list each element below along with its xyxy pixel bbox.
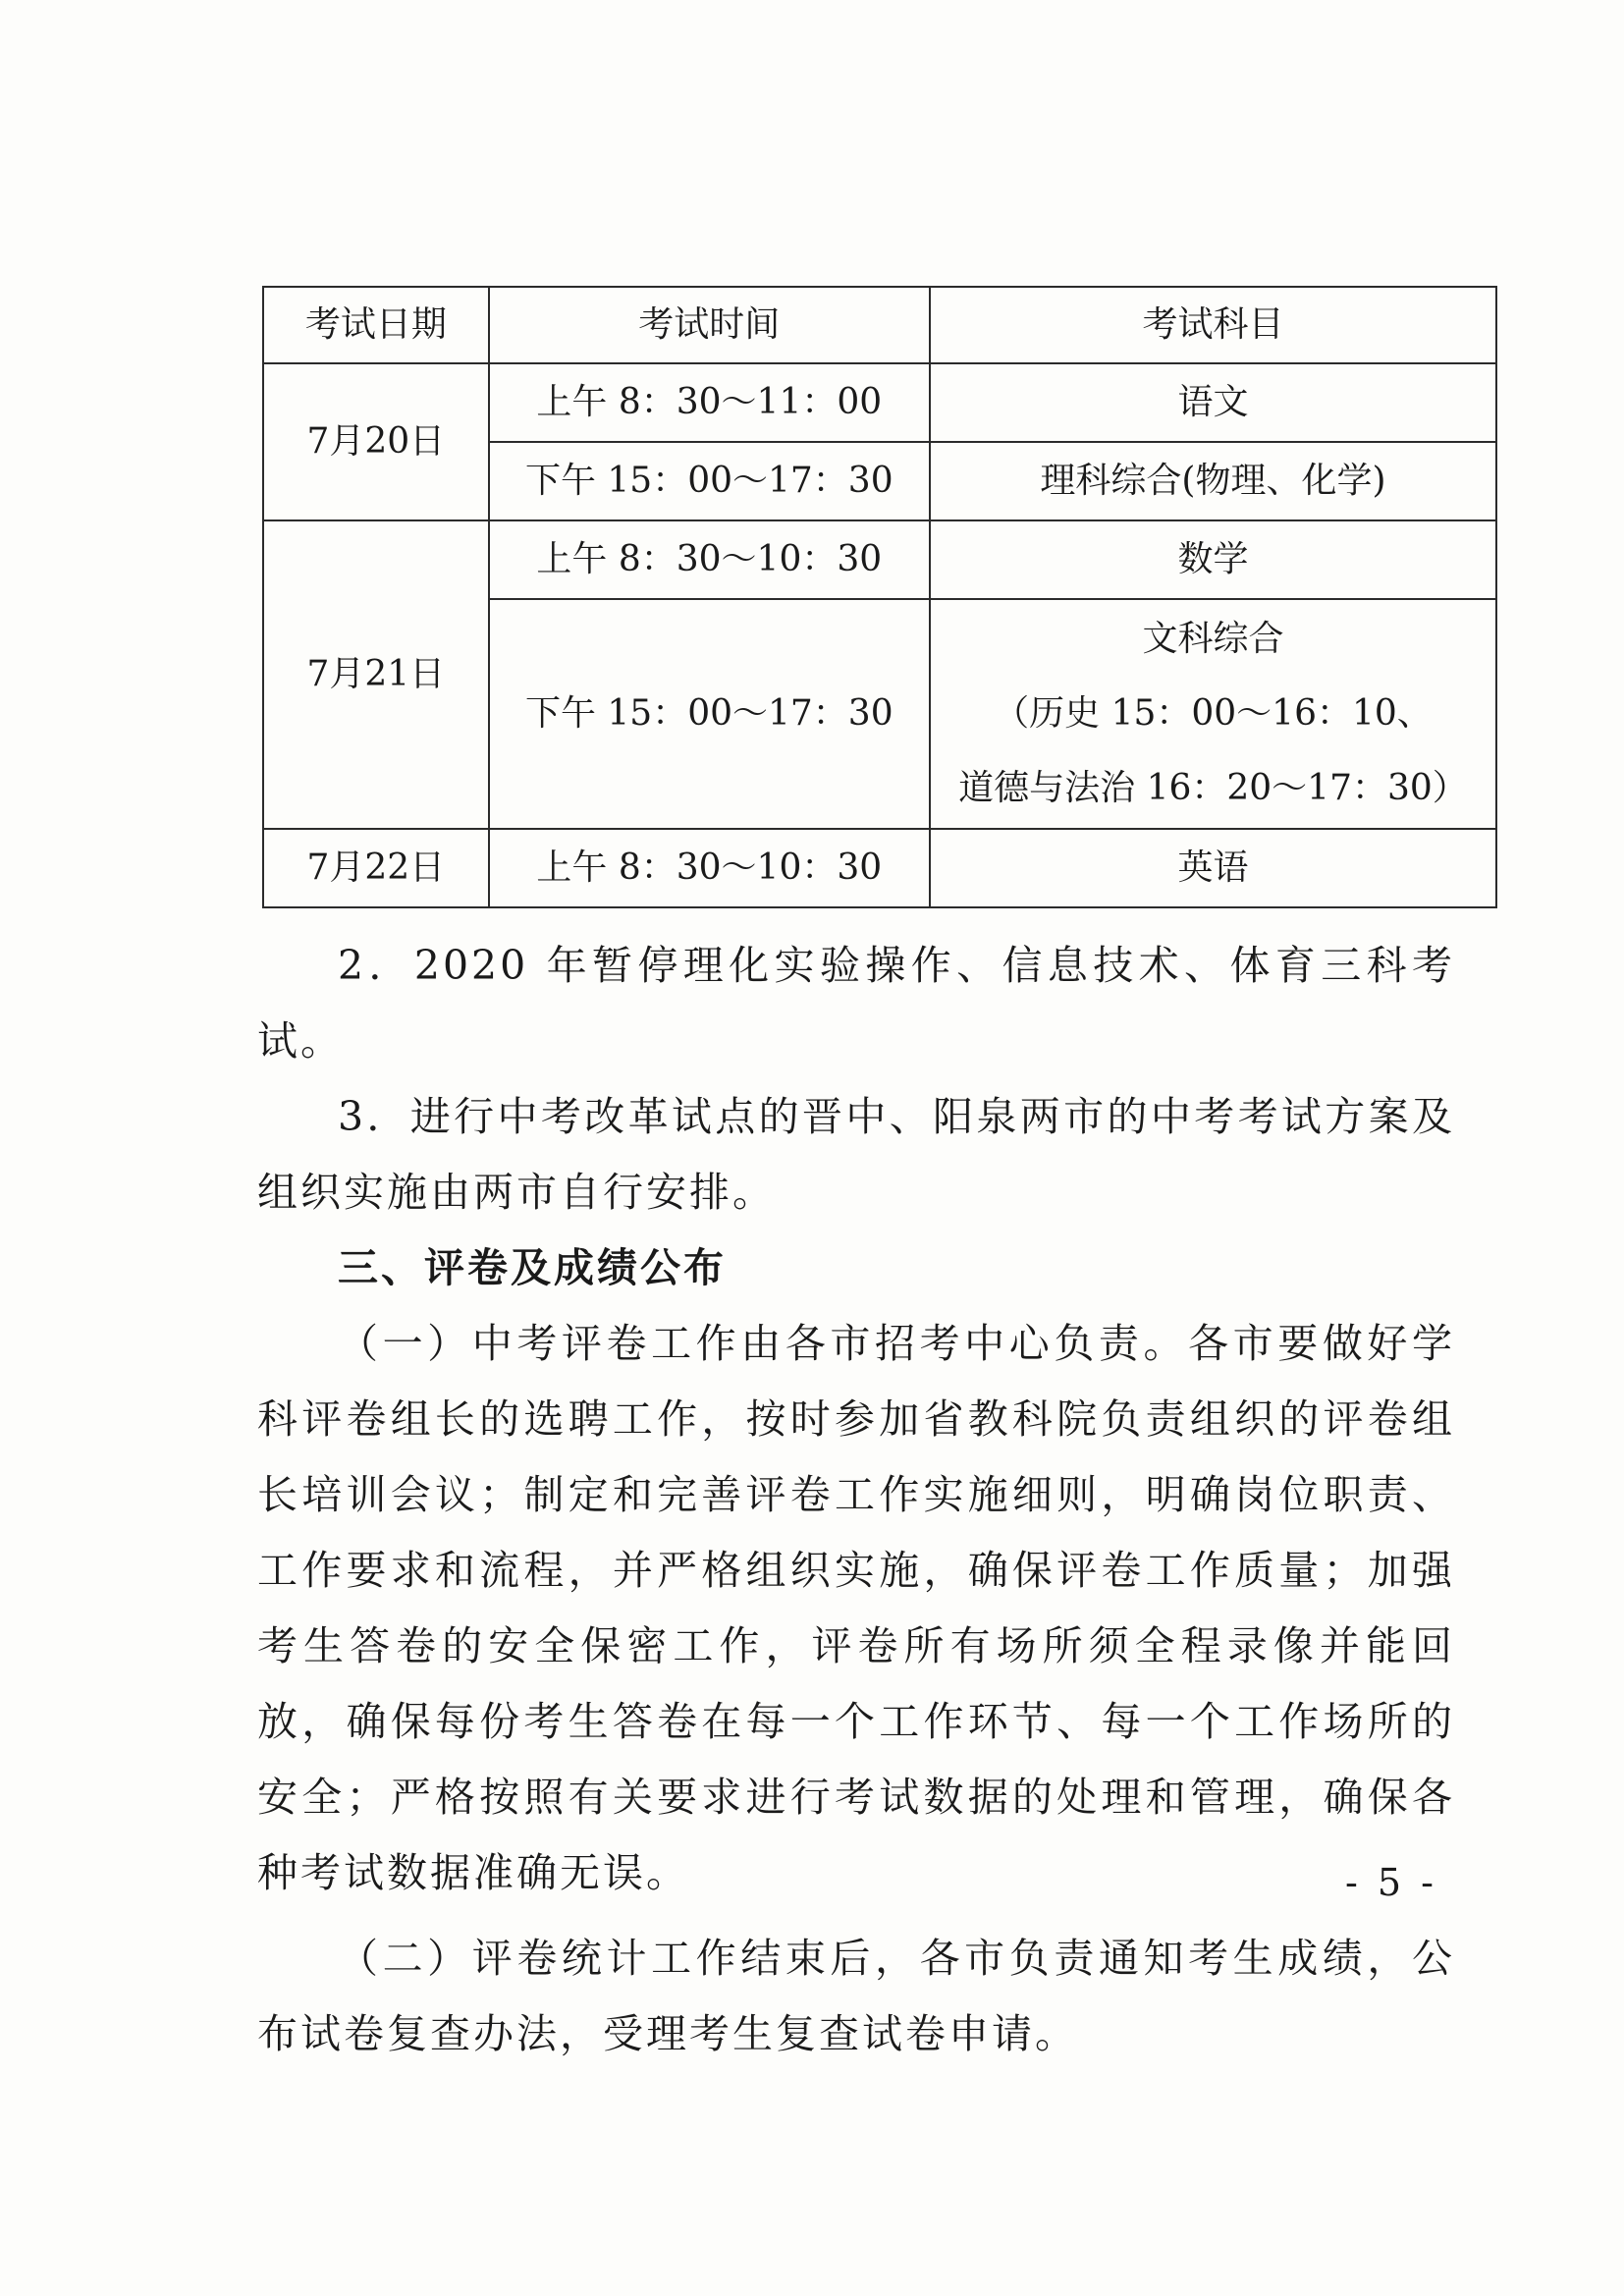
body-text: [257, 928, 1455, 2072]
paragraph-one: （一）中考评卷工作由各市招考中心负责。各市要做好学科评卷组长的选聘工作，按时参加省教科院负责组织的评卷组长培训会议；制定和完善评卷工作实施细则，明确岗位职责、工作要求和流程，并严格组织实施，确保评卷工作质量；加强考生答卷的安全保密工作，评卷所有场所须全程录像并能回放，确保每份考生答卷在每一个工作环节、每一个工作场所的安全；严格按照有关要求进行考试数据的处理和管理，确保各种考试数据准确无误。: [257, 1320, 1455, 1896]
subject-cell: 数学: [930, 520, 1496, 599]
subject-cell: 英语: [930, 829, 1496, 907]
subject-cell: [930, 599, 1496, 829]
section-heading: 三、评卷及成绩公布: [338, 1244, 727, 1291]
table-row: [263, 520, 1496, 599]
header-subject: 考试科目: [930, 287, 1496, 363]
page-number: - 5 -: [1345, 1861, 1438, 1904]
time-cell: 上午 8：30～10：30: [489, 520, 930, 599]
table-header-row: [263, 287, 1496, 363]
date-cell: 7月20日: [263, 363, 489, 520]
subject-line: 文科综合: [1142, 619, 1284, 659]
paragraph-3: 3．进行中考改革试点的晋中、阳泉两市的中考考试方案及组织实施由两市自行安排。: [257, 1093, 1455, 1216]
date-cell: 7月22日: [263, 829, 489, 907]
subject-cell: 理科综合(物理、化学): [930, 442, 1496, 520]
exam-schedule-table: [262, 286, 1497, 908]
header-date: 考试日期: [263, 287, 489, 363]
paragraph-two: （二）评卷统计工作结束后，各市负责通知考生成绩，公布试卷复查办法，受理考生复查试卷申请。: [257, 1935, 1455, 2057]
time-cell: 上午 8：30～11：00: [489, 363, 930, 442]
header-time: 考试时间: [489, 287, 930, 363]
table-row: [263, 829, 1496, 907]
table-row: [263, 363, 1496, 442]
date-cell: 7月21日: [263, 520, 489, 829]
subject-line: （历史 15：00～16：10、: [994, 693, 1433, 734]
time-cell: 上午 8：30～10：30: [489, 829, 930, 907]
time-cell: 下午 15：00～17：30: [489, 442, 930, 520]
subject-cell: 语文: [930, 363, 1496, 442]
subject-line: 道德与法治 16：20～17：30）: [958, 768, 1468, 808]
paragraph-2: 2．2020 年暂停理化实验操作、信息技术、体育三科考试。: [257, 942, 1455, 1065]
time-cell: 下午 15：00～17：30: [489, 599, 930, 829]
